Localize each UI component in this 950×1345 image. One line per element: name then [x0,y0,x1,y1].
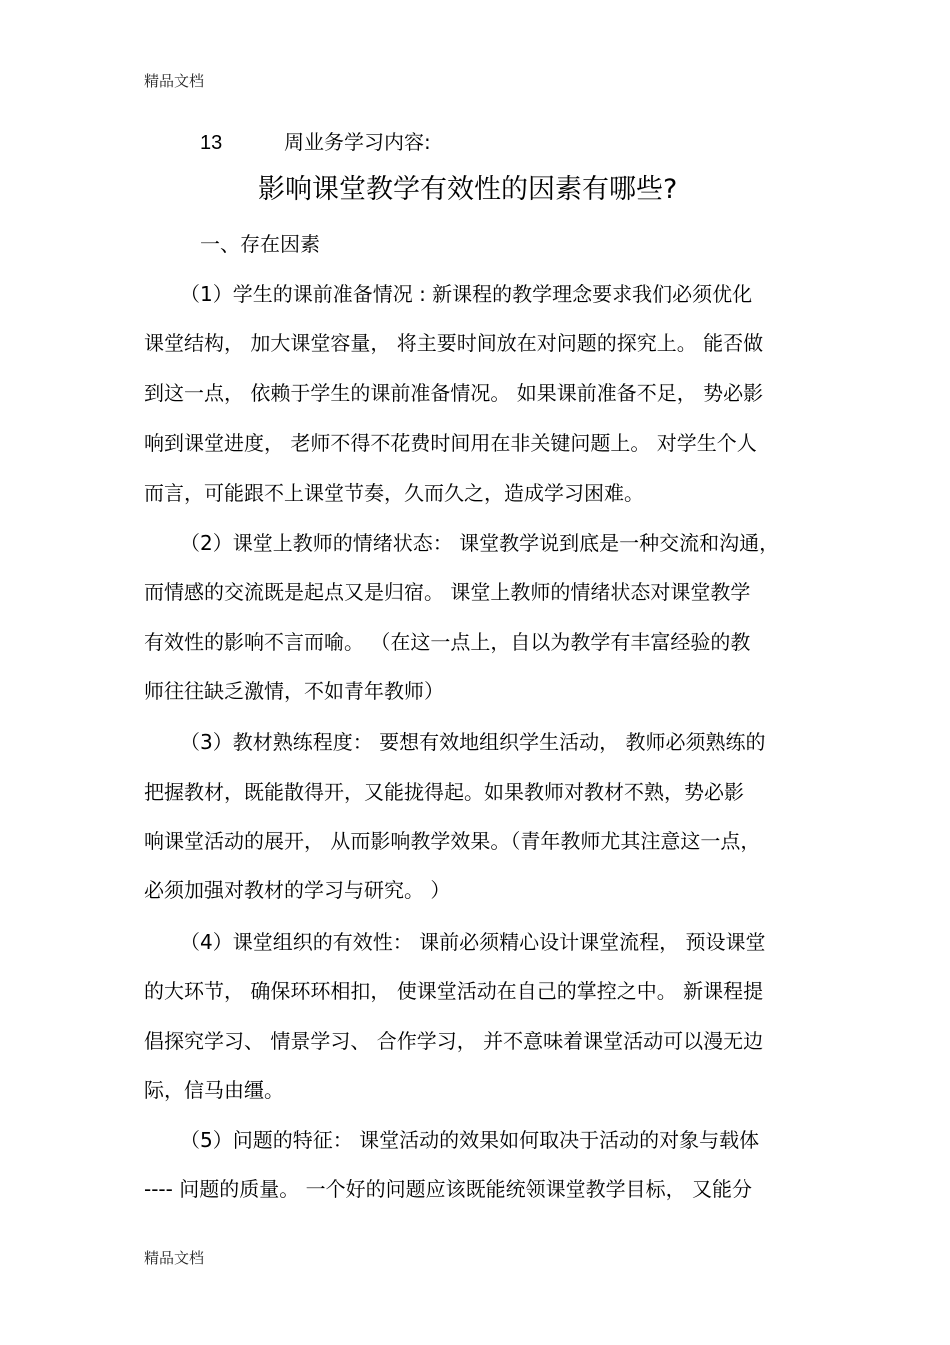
paragraph-line: 有效性的影响不言而喻。 （在这一点上，自以为教学有丰富经验的教 [144,630,751,654]
paragraph-line: （1）学生的课前准备情况 : 新课程的教学理念要求我们必须优化 [180,282,753,306]
paragraph-line: （4）课堂组织的有效性： 课前必须精心设计课堂流程， 预设课堂 [180,930,766,954]
paragraph-line: 而情感的交流既是起点又是归宿。 课堂上教师的情绪状态对课堂教学 [144,580,751,604]
paragraph-line: 际，信马由缰。 [144,1078,284,1102]
paragraph-line: 倡探究学习、 情景学习、 合作学习， 并不意味着课堂活动可以漫无边 [144,1029,764,1053]
section-heading: 一、存在因素 [200,232,320,256]
paragraph-line: 响到课堂进度， 老师不得不花费时间用在非关键问题上。 对学生个人 [144,431,757,455]
paragraph-line: 把握教材，既能散得开，又能拢得起。如果教师对教材不熟，势必影 [144,780,744,804]
paragraph-line: 的大环节， 确保环环相扣， 使课堂活动在自己的掌控之中。 新课程提 [144,979,764,1003]
document-title: 影响课堂教学有效性的因素有哪些? [258,174,678,205]
paragraph-line: 到这一点， 依赖于学生的课前准备情况。 如果课前准备不足， 势必影 [144,381,764,405]
watermark-bottom: 精品文档 [144,1249,205,1267]
paragraph-line: 师往往缺乏激情，不如青年教师） [144,679,444,703]
watermark-top: 精品文档 [144,72,205,90]
week-heading-label: 周业务学习内容: [284,130,431,154]
paragraph-line: 课堂结构， 加大课堂容量， 将主要时间放在对问题的探究上。 能否做 [144,331,764,355]
paragraph-line: （3）教材熟练程度： 要想有效地组织学生活动， 教师必须熟练的 [180,730,766,754]
week-heading [200,128,431,157]
paragraph-line: 响课堂活动的展开， 从而影响教学效果。（青年教师尤其注意这一点， [144,829,761,853]
paragraph-line: 必须加强对教材的学习与研究。 ） [144,878,451,902]
paragraph-line: （5）问题的特征： 课堂活动的效果如何取决于活动的对象与载体 [180,1128,760,1152]
paragraph-line: ---- 问题的质量。 一个好的问题应该既能统领课堂教学目标， 又能分 [144,1177,752,1201]
week-number: 13 [200,132,223,154]
paragraph-line: 而言，可能跟不上课堂节奏，久而久之，造成学习困难。 [144,481,644,505]
paragraph-line: （2）课堂上教师的情绪状态： 课堂教学说到底是一种交流和沟通， [180,531,780,555]
